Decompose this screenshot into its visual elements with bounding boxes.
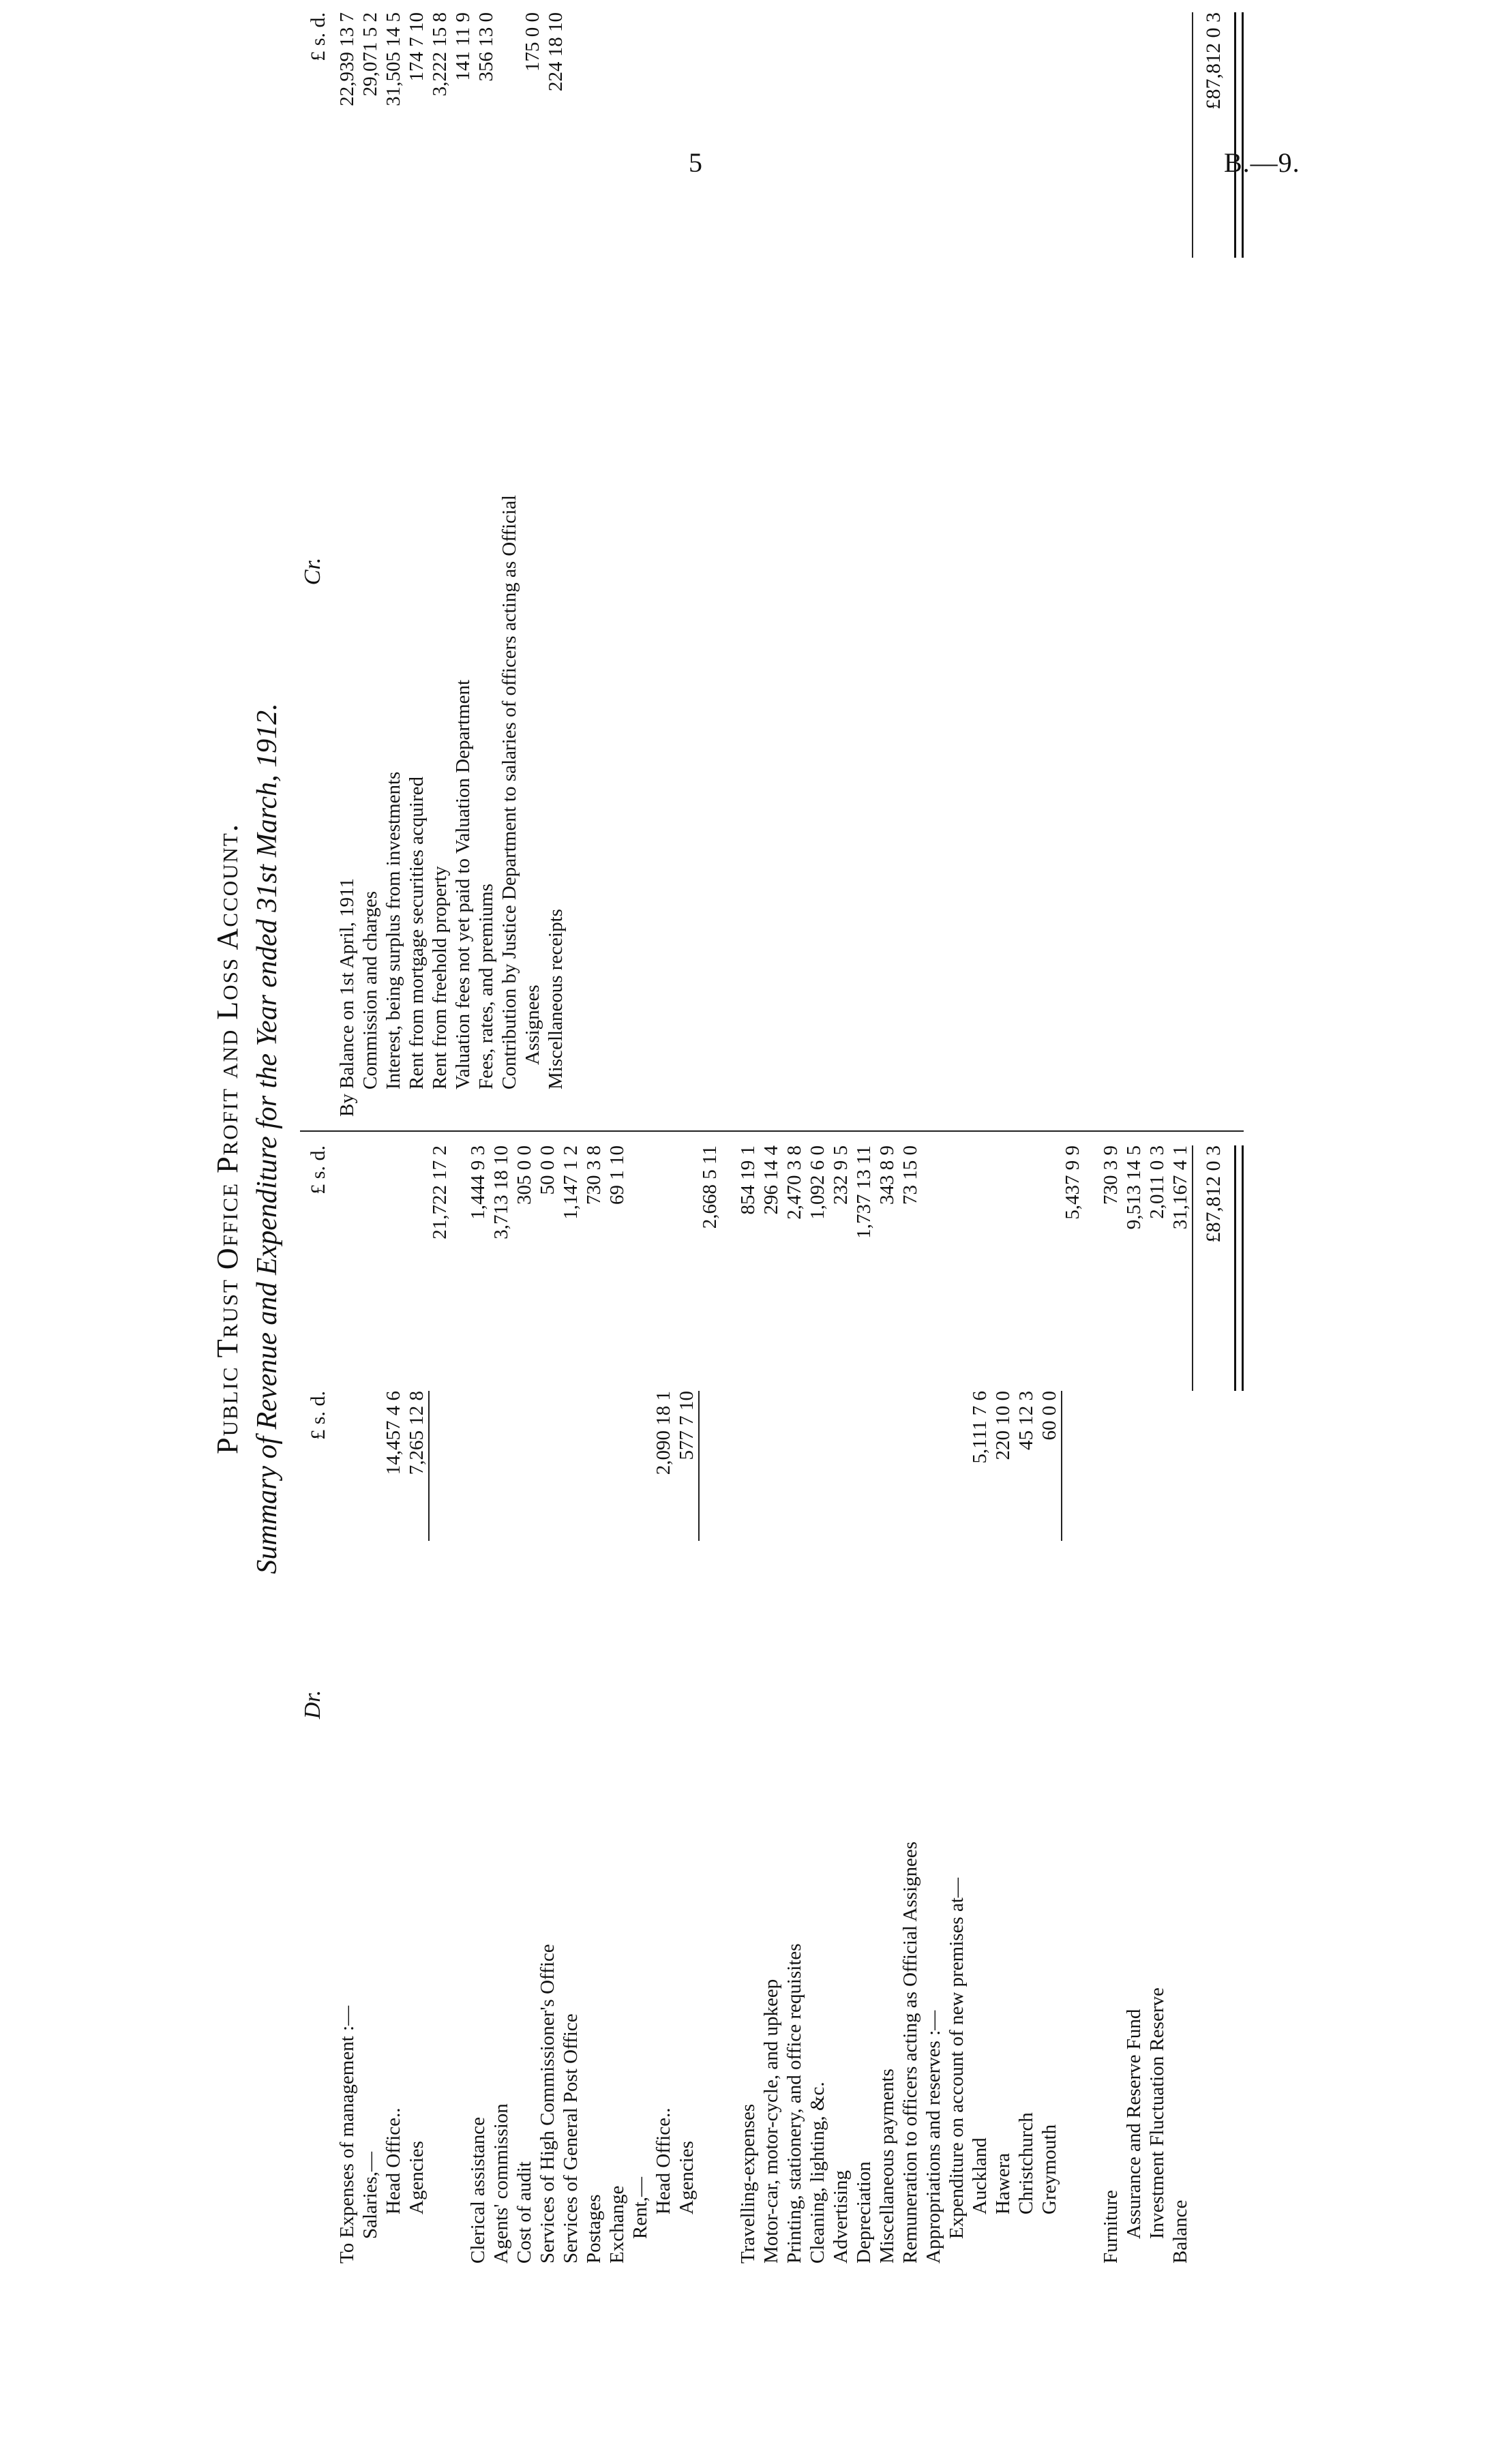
debit-row [675, 1145, 698, 2264]
debit-row-label: Travelling-expenses [737, 2103, 759, 2264]
credit-amount: 3,222 15 8 [429, 12, 451, 97]
credit-total-row [1192, 12, 1234, 258]
credit-row-label: Fees, rates, and premiums [475, 883, 497, 1090]
debit-row [1169, 1145, 1192, 2264]
debit-amount: 9,513 14 5 [1123, 1145, 1145, 1230]
debit-units-col1: £ s. d. [307, 1391, 329, 1440]
debit-row-label: Furniture [1100, 2190, 1122, 2264]
debit-row [490, 1145, 513, 2264]
credit-row-label: Contribution by Justice Department to salaries of officers acting as Official [498, 495, 520, 1090]
credit-row-label: Assignees [522, 985, 543, 1065]
debit-amount: 1,092 6 0 [807, 1145, 828, 1220]
debit-amount: 1,737 13 11 [853, 1145, 875, 1239]
credit-total-rule [1234, 12, 1244, 258]
debit-row [605, 1145, 629, 2264]
debit-amount: 50 0 0 [537, 1145, 558, 1195]
debit-row-label: Agencies [406, 2141, 428, 2214]
debit-amount: 305 0 0 [513, 1145, 535, 1205]
debit-subtotal-amount: 7,265 12 8 [406, 1391, 428, 1475]
credit-heading: Cr. [300, 557, 325, 586]
debit-subtotal-amount: 60 0 0 [1038, 1391, 1060, 1441]
debit-row [829, 1145, 852, 2264]
debit-row-label: Greymouth [1038, 2124, 1060, 2214]
debit-header [300, 1145, 335, 2264]
debit-amount: 1,444 9 3 [467, 1145, 489, 1220]
debit-row-label: Auckland [969, 2137, 991, 2214]
debit-row [922, 1145, 945, 2264]
credit-row-label: Interest, being surplus from investments [383, 771, 404, 1090]
debit-amount: 73 15 0 [899, 1145, 921, 1205]
credit-units: £ s. d. [307, 12, 329, 61]
credit-row-label: Commission and charges [359, 890, 381, 1090]
debit-row-label: Expenditure on account of new premises at— [946, 1878, 968, 2239]
debit-amount: 730 3 9 [1100, 1145, 1122, 1205]
debit-row [405, 1145, 428, 2264]
credit-amount: 31,505 14 5 [383, 12, 404, 106]
debit-row [359, 1145, 382, 2264]
credit-row [521, 12, 544, 1130]
debit-subtotal-amount: 2,090 18 1 [653, 1391, 674, 1475]
debit-total: £87,812 0 3 [1202, 1145, 1225, 1243]
debit-row-label: Rent,— [629, 2176, 651, 2239]
debit-amount: 296 14 4 [760, 1145, 782, 1215]
debit-row [698, 1145, 721, 2264]
debit-row-label: Services of General Post Office [560, 2013, 582, 2264]
debit-amount: 232 9 5 [830, 1145, 852, 1205]
debit-row-label: Advertising [830, 2170, 852, 2264]
debit-row-label: Motor-car, motor-cycle, and upkeep [760, 1979, 782, 2264]
debit-row [629, 1145, 652, 2264]
debit-row [1122, 1145, 1145, 2264]
debit-subtotal-amount: 45 12 3 [1015, 1391, 1037, 1450]
debit-row [1145, 1145, 1169, 2264]
debit-row [945, 1145, 968, 2264]
debit-row [875, 1145, 899, 2264]
debit-row [736, 1145, 760, 2264]
debit-subtotal-amount: 577 7 10 [676, 1391, 698, 1460]
debit-row [335, 1145, 359, 2264]
credit-row [335, 12, 359, 1130]
debit-row-label: Agencies [676, 2141, 698, 2214]
debit-row [968, 1145, 991, 2264]
subtotal-rule [1061, 1391, 1062, 1541]
debit-row-label: Exchange [606, 2185, 628, 2264]
credit-total: £87,812 0 3 [1202, 12, 1225, 110]
subtotal-rule [428, 1391, 430, 1541]
debit-subtotal-amount: 5,111 7 6 [969, 1391, 991, 1464]
debit-row-label: Assurance and Reserve Fund [1123, 2009, 1145, 2239]
credit-amount: 29,071 5 2 [359, 12, 381, 97]
credit-amount: 224 18 10 [545, 12, 567, 91]
debit-row [582, 1145, 605, 2264]
debit-row [760, 1145, 783, 2264]
debit-row [783, 1145, 806, 2264]
debit-subtotal-amount: 220 10 0 [992, 1391, 1014, 1460]
debit-row [1015, 1145, 1038, 2264]
debit-total-row [1193, 1145, 1234, 2264]
credit-row [428, 12, 451, 1130]
credit-side [300, 12, 1244, 1132]
debit-row [1099, 1145, 1122, 2264]
credit-row-label: Valuation fees not yet paid to Valuation Department [452, 679, 474, 1090]
debit-total-rule [1234, 1145, 1244, 1391]
credit-row [498, 12, 521, 1130]
credit-row-label: Rent from freehold property [429, 866, 451, 1090]
debit-row [466, 1145, 490, 2264]
page-number: 5 [689, 147, 702, 178]
debit-row-label: Hawera [992, 2152, 1014, 2214]
debit-side [300, 1145, 1234, 2264]
debit-row [652, 1145, 675, 2264]
account-sheet [198, 14, 1370, 2264]
debit-row-label: Postages [583, 2194, 605, 2264]
debit-amount: 1,147 1 2 [560, 1145, 582, 1220]
debit-row [1038, 1145, 1061, 2264]
debit-row-label: Services of High Commissioner's Office [537, 1944, 558, 2264]
debit-row [559, 1145, 582, 2264]
credit-rows [335, 12, 1244, 1130]
credit-row [451, 12, 475, 1130]
credit-amount: 175 0 0 [522, 12, 543, 72]
paper-code: B.—9. [1224, 147, 1300, 178]
debit-row [428, 1145, 451, 2264]
debit-amount: 69 1 10 [606, 1145, 628, 1205]
debit-units-col2: £ s. d. [307, 1145, 329, 1195]
debit-amount: 21,722 17 2 [429, 1145, 451, 1239]
debit-amount: 2,668 5 11 [699, 1145, 721, 1229]
account-title: Public Trust Office Profit and Loss Account. [211, 823, 244, 1454]
debit-row [382, 1145, 405, 2264]
credit-row [544, 12, 567, 1130]
debit-amount: 343 8 9 [876, 1145, 898, 1205]
debit-row-label: Appropriations and reserves :— [923, 2010, 944, 2264]
debit-row-label: Christchurch [1015, 2112, 1037, 2214]
debit-row-label: Cost of audit [513, 2161, 535, 2264]
debit-amount: 3,713 18 10 [490, 1145, 512, 1239]
debit-subtotal-amount: 14,457 4 6 [383, 1391, 404, 1475]
debit-rows [335, 1145, 1193, 2264]
debit-row-label: Cleaning, lighting, &c. [807, 2082, 828, 2264]
debit-amount: 730 3 8 [583, 1145, 605, 1205]
debit-row-label: Miscellaneous payments [876, 2069, 898, 2264]
credit-row [382, 12, 405, 1130]
debit-row-label: Clerical assistance [467, 2117, 489, 2264]
debit-row-label: Head Office.. [383, 2107, 404, 2214]
debit-row [899, 1145, 922, 2264]
debit-row-label: Agents' commission [490, 2103, 512, 2264]
debit-heading: Dr. [300, 1689, 325, 1719]
debit-row [1061, 1145, 1084, 2264]
credit-row-label: Rent from mortgage securities acquired [406, 776, 428, 1090]
credit-row [359, 12, 382, 1130]
debit-row [513, 1145, 536, 2264]
debit-row [852, 1145, 875, 2264]
debit-row [991, 1145, 1015, 2264]
debit-amount: 5,437 9 9 [1062, 1145, 1083, 1220]
debit-row-label: Balance [1169, 2199, 1191, 2264]
debit-row [536, 1145, 559, 2264]
debit-row [806, 1145, 829, 2264]
subtotal-rule [698, 1391, 700, 1541]
credit-amount: 22,939 13 7 [336, 12, 358, 106]
debit-row-label: Head Office.. [653, 2107, 674, 2214]
debit-row-label: Remuneration to officers acting as Official Assignees [899, 1841, 921, 2264]
debit-row-label: Investment Fluctuation Reserve [1146, 1987, 1168, 2239]
credit-amount: 141 11 9 [452, 12, 474, 81]
credit-row-label: Miscellaneous receipts [545, 909, 567, 1090]
debit-amount: 2,470 3 8 [783, 1145, 805, 1220]
debit-amount: 31,167 4 1 [1169, 1145, 1191, 1230]
debit-row-label: Depreciation [853, 2161, 875, 2264]
credit-amount: 356 13 0 [475, 12, 497, 82]
debit-row-label: Printing, stationery, and office requisites [783, 1943, 805, 2264]
debit-amount: 2,011 0 3 [1146, 1145, 1168, 1219]
credit-header [300, 12, 335, 1130]
debit-amount: 854 19 1 [737, 1145, 759, 1215]
debit-row-label: To Expenses of management :— [336, 2005, 358, 2264]
credit-row [405, 12, 428, 1130]
credit-row-label: By Balance on 1st April, 1911 [336, 877, 358, 1117]
credit-amount: 174 7 10 [406, 12, 428, 82]
debit-row-label: Salaries,— [359, 2151, 381, 2239]
account-subtitle: Summary of Revenue and Expenditure for the Year ended 31st March, 1912. [252, 703, 283, 1574]
credit-row [475, 12, 498, 1130]
